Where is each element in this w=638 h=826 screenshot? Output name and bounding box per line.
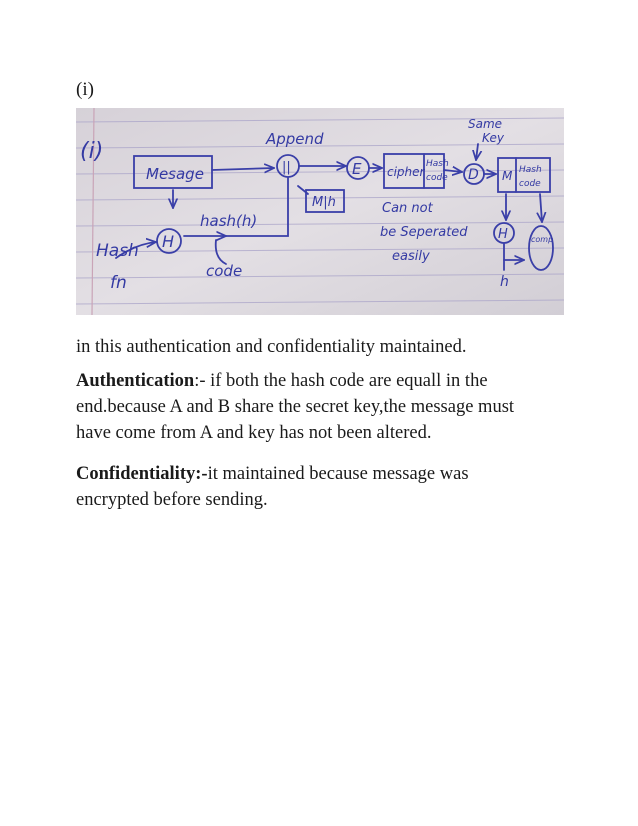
diagram-h-letter: h [500,274,509,290]
diagram-hash-fn: Hash [96,241,139,261]
diagram-note-3: easily [392,249,430,264]
intro-text: in this authentication and confidentiality maintained. [76,337,467,357]
diagram-compare: comp [531,235,554,244]
diagram-concat: || [282,160,291,175]
diagram-message: Mesage [146,165,204,183]
confidentiality-term: Confidentiality:- [76,464,208,484]
diagram-mh: M|h [312,195,336,210]
diagram-key: Key [482,131,504,145]
diagram-code: code [206,262,243,280]
authentication-paragraph [76,368,546,446]
diagram-m-hash-a: Hash [519,165,542,175]
diagram-h-right: H [498,227,508,242]
diagram-append: Append [266,130,324,148]
diagram-drawing [76,108,564,315]
section-label: (i) [76,79,94,100]
diagram-label-i: (i) [80,139,104,164]
authentication-text: :- if both the hash code are equall in the end.because A and B share the secret key,the message must have come from A and key has not been altered. [76,371,515,443]
diagram-h-node: H [162,232,175,251]
diagram-hash-fn-2: fn [110,273,127,293]
diagram-m-box: M [502,169,513,183]
diagram-encrypt: E [352,160,362,178]
diagram-same: Same [468,117,503,131]
diagram-cipher: cipher [387,165,425,179]
diagram-m-hash-b: code [519,179,541,189]
diagram-decrypt: D [468,167,479,183]
diagram-note-2: be Seperated [380,225,468,240]
diagram-note-1: Can not [382,201,433,216]
handwritten-diagram-photo [76,108,564,315]
confidentiality-paragraph [76,461,546,513]
diagram-hash-h: hash(h) [200,212,258,230]
diagram-hash-code-b: code [426,173,448,183]
diagram-hash-code-a: Hash [426,159,449,169]
authentication-term: Authentication [76,371,195,391]
intro-paragraph [76,334,546,360]
confidentiality-text: it maintained because message was encrypted before sending. [76,464,469,510]
